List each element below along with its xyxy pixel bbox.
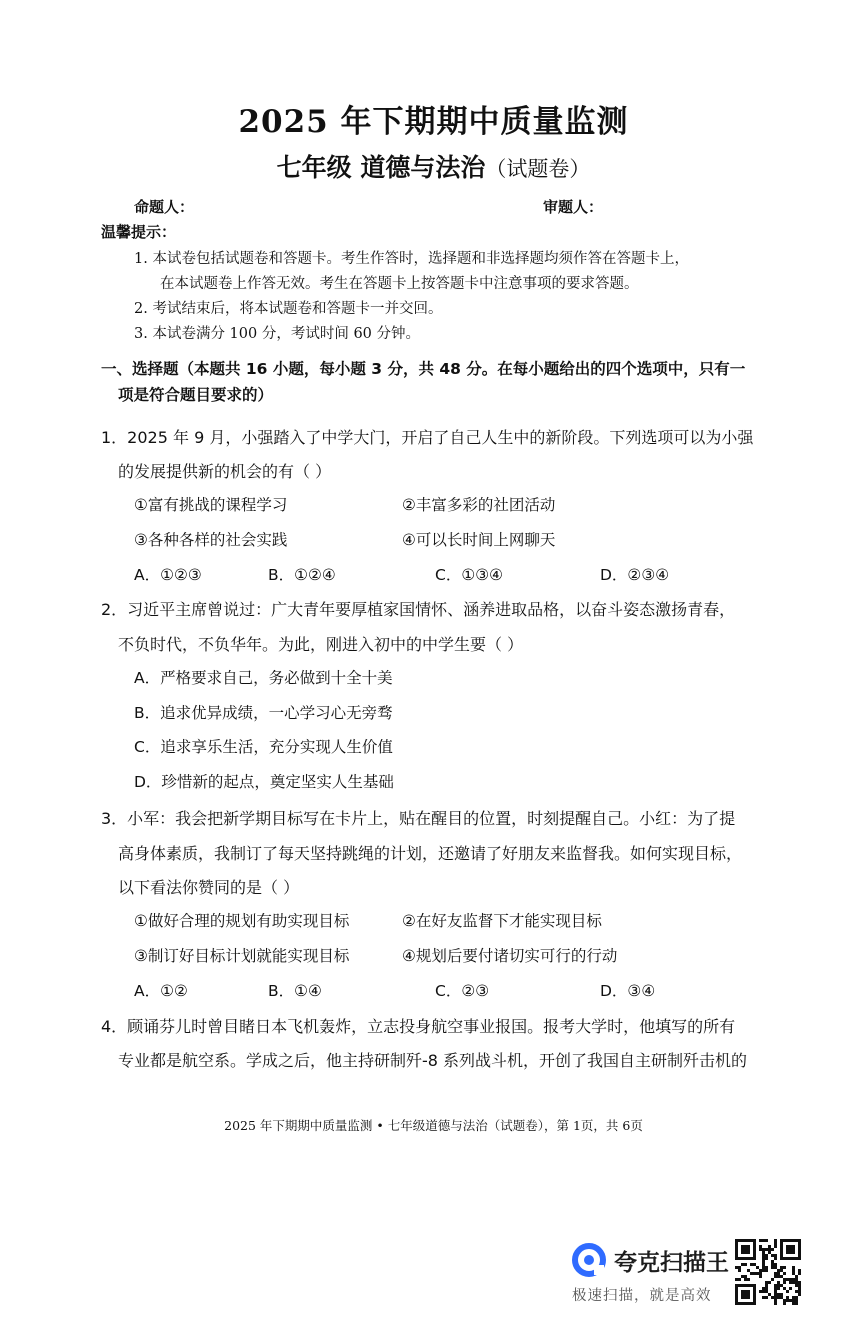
question-1-item: ②丰富多彩的社团活动 xyxy=(402,496,556,514)
qr-code-icon xyxy=(735,1239,801,1305)
question-1-choice: A．①②③ xyxy=(134,566,202,584)
brand-name: 夸克扫描王 xyxy=(614,1250,729,1276)
section-heading-cont: 项是符合题目要求的） xyxy=(118,386,274,404)
tips-heading: 温馨提示： xyxy=(101,223,177,241)
page-footer: 2025 年下期期中质量监测 • 七年级道德与法治（试题卷），第 1页，共 6页 xyxy=(224,1118,643,1133)
question-3-choice: A．①② xyxy=(134,982,188,1000)
scanner-watermark xyxy=(572,1240,732,1310)
question-2-choice: C．追求享乐生活，充分实现人生价值 xyxy=(134,738,393,756)
question-3-choice: C．②③ xyxy=(435,982,490,1000)
reviewer-label: 审题人： xyxy=(543,198,604,216)
question-2-choice: D．珍惜新的起点，奠定坚实人生基础 xyxy=(134,773,394,791)
tip-line: 在本试题卷上作答无效。考生在答题卡上按答题卡中注意事项的要求答题。 xyxy=(160,276,639,292)
page-subtitle xyxy=(0,148,867,184)
question-1-item: ③各种各样的社会实践 xyxy=(134,531,288,549)
tip-line: 2. 考试结束后，将本试题卷和答题卡一并交回。 xyxy=(134,301,443,317)
question-3-stem-cont: 以下看法你赞同的是（ ） xyxy=(118,878,300,897)
question-1-stem-cont: 的发展提供新的机会的有（ ） xyxy=(118,462,332,481)
question-1-item: ④可以长时间上网聊天 xyxy=(402,531,556,549)
question-3-item: ②在好友监督下才能实现目标 xyxy=(402,912,602,930)
question-1-item: ①富有挑战的课程学习 xyxy=(134,496,288,514)
question-3-choice: D．③④ xyxy=(600,982,656,1000)
question-3-item: ④规划后要付诸切实可行的行动 xyxy=(402,947,618,965)
question-2-stem: 2．习近平主席曾说过：广大青年要厚植家国情怀、涵养进取品格，以奋斗姿态激扬青春， xyxy=(101,600,736,619)
quark-logo-icon xyxy=(572,1243,606,1277)
question-3-item: ①做好合理的规划有助实现目标 xyxy=(134,912,350,930)
question-1-choice: D．②③④ xyxy=(600,566,670,584)
question-3-stem-cont: 高身体素质，我制订了每天坚持跳绳的计划，还邀请了好朋友来监督我。如何实现目标， xyxy=(118,844,743,863)
subtitle-paren: （试题卷） xyxy=(485,157,591,181)
author-label: 命题人： xyxy=(134,198,195,216)
tip-line: 1. 本试卷包括试题卷和答题卡。考生作答时，选择题和非选择题均须作答在答题卡上， xyxy=(134,251,689,267)
question-4-stem: 4．顾诵芬儿时曾目睹日本飞机轰炸，立志投身航空事业报国。报考大学时，他填写的所有 xyxy=(101,1017,736,1036)
question-3-item: ③制订好目标计划就能实现目标 xyxy=(134,947,350,965)
brand-slogan: 极速扫描，就是高效 xyxy=(572,1288,712,1304)
question-1-choice: C．①③④ xyxy=(435,566,504,584)
question-1-choice: B．①②④ xyxy=(268,566,336,584)
tip-line: 3. 本试卷满分 100 分，考试时间 60 分钟。 xyxy=(134,326,421,342)
question-3-choice: B．①④ xyxy=(268,982,322,1000)
question-2-choice: A．严格要求自己，务必做到十全十美 xyxy=(134,669,393,687)
subtitle-main: 七年级 道德与法治 xyxy=(276,153,486,182)
question-4-stem-cont: 专业都是航空系。学成之后，他主持研制歼-8 系列战斗机，开创了我国自主研制歼击机的 xyxy=(118,1051,748,1070)
question-1-stem: 1．2025 年 9 月，小强踏入了中学大门，开启了自己人生中的新阶段。下列选项可以为小强 xyxy=(101,428,754,447)
section-heading: 一、选择题（本题共 16 小题，每小题 3 分，共 48 分。在每小题给出的四个选项中，只有一 xyxy=(101,360,746,378)
question-3-stem: 3．小军：我会把新学期目标写在卡片上，贴在醒目的位置，时刻提醒自己。小红：为了提 xyxy=(101,809,736,828)
question-2-stem-cont: 不负时代，不负华年。为此，刚进入初中的中学生要（ ） xyxy=(118,635,524,654)
page-title: 2025 年下期期中质量监测 xyxy=(238,104,629,140)
question-2-choice: B．追求优异成绩，一心学习心无旁骛 xyxy=(134,704,393,722)
